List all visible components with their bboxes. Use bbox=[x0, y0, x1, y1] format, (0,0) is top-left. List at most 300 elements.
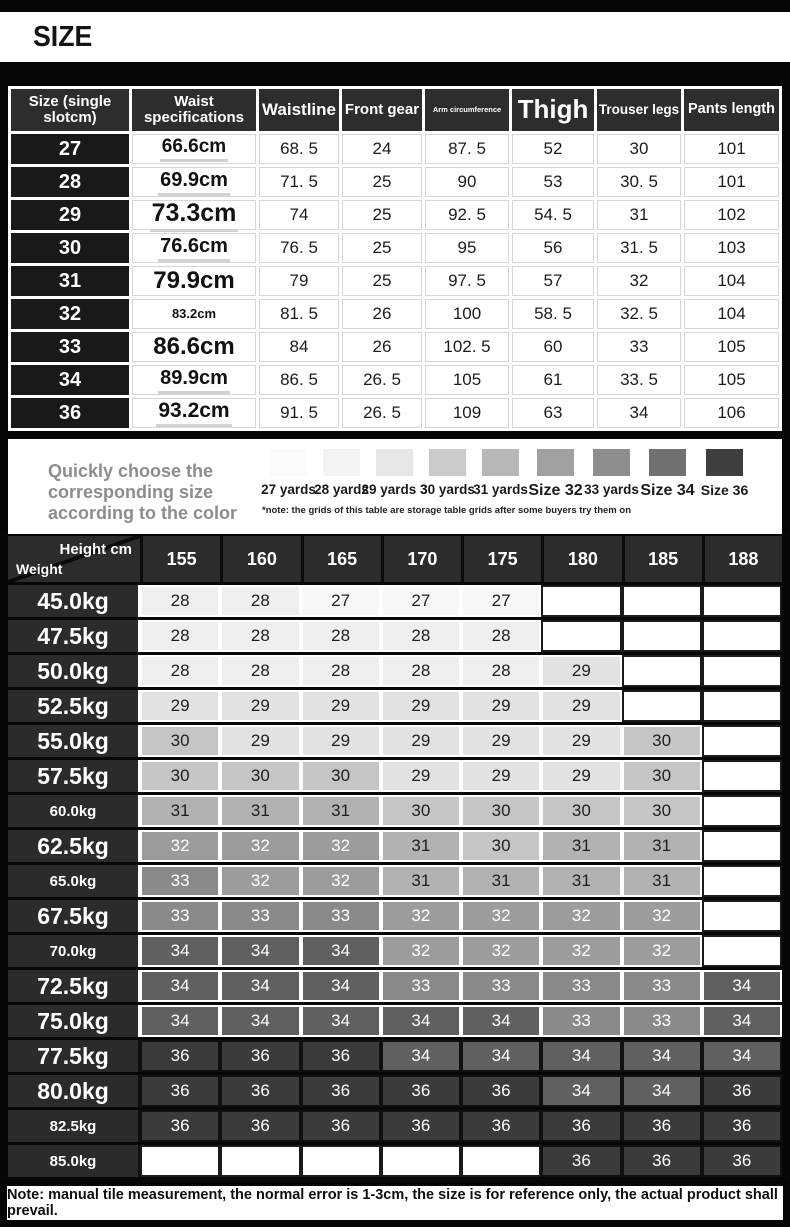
size-cell: 34 bbox=[11, 365, 129, 395]
fit-matrix bbox=[8, 536, 782, 1177]
matrix-cell bbox=[140, 1145, 220, 1177]
matrix-cell: 32 bbox=[220, 830, 300, 862]
weight-label-cell: 85.0kg bbox=[8, 1145, 140, 1177]
size-cell: 28 bbox=[11, 167, 129, 197]
legend-note: *note: the grids of this table are storage table grids after some buyers try them on bbox=[262, 505, 631, 516]
matrix-cell: 36 bbox=[220, 1075, 300, 1107]
weight-label-cell: 67.5kg bbox=[8, 900, 140, 932]
measurement-cell: 33 bbox=[597, 332, 681, 362]
matrix-cell: 28 bbox=[140, 585, 220, 617]
legend-color-swatch bbox=[270, 449, 307, 476]
legend-item bbox=[529, 449, 582, 500]
legend-heading bbox=[48, 449, 256, 526]
matrix-cell bbox=[622, 585, 702, 617]
measurement-cell: 25 bbox=[342, 200, 422, 230]
matrix-cell: 29 bbox=[461, 760, 541, 792]
matrix-row bbox=[8, 795, 782, 827]
measurement-cell: 54. 5 bbox=[512, 200, 594, 230]
legend-swatch-label: Size 36 bbox=[700, 482, 749, 498]
waist-spec-cell bbox=[132, 398, 256, 428]
measurement-cell: 30. 5 bbox=[597, 167, 681, 197]
matrix-row bbox=[8, 970, 782, 1002]
legend-swatch-label: 30 yards bbox=[420, 482, 475, 497]
height-header-cell: 175 bbox=[461, 536, 541, 582]
measurement-cell: 26 bbox=[342, 332, 422, 362]
measurement-cell: 32. 5 bbox=[597, 299, 681, 329]
matrix-cell: 28 bbox=[301, 620, 381, 652]
matrix-cell: 34 bbox=[541, 1075, 621, 1107]
measurement-cell: 86. 5 bbox=[259, 365, 339, 395]
size-cell: 32 bbox=[11, 299, 129, 329]
matrix-row bbox=[8, 1040, 782, 1072]
matrix-cell: 36 bbox=[702, 1145, 782, 1177]
matrix-cell: 36 bbox=[622, 1145, 702, 1177]
matrix-cell: 34 bbox=[702, 1040, 782, 1072]
legend-swatch-label: Size 34 bbox=[640, 482, 695, 499]
matrix-cell: 32 bbox=[622, 900, 702, 932]
matrix-cell: 36 bbox=[461, 1110, 541, 1142]
weight-label-cell: 82.5kg bbox=[8, 1110, 140, 1142]
matrix-cell bbox=[622, 690, 702, 722]
matrix-cell: 29 bbox=[381, 760, 461, 792]
size-cell: 30 bbox=[11, 233, 129, 263]
matrix-cell: 29 bbox=[140, 690, 220, 722]
matrix-cell: 27 bbox=[461, 585, 541, 617]
size-table bbox=[8, 86, 782, 431]
legend-swatch-label: 33 yards bbox=[584, 482, 639, 497]
matrix-cell: 34 bbox=[461, 1040, 541, 1072]
measurement-cell: 33. 5 bbox=[597, 365, 681, 395]
legend-item bbox=[585, 449, 638, 500]
size-table-row bbox=[11, 299, 779, 329]
legend-item bbox=[698, 449, 751, 500]
matrix-cell: 34 bbox=[220, 970, 300, 1002]
legend-item bbox=[474, 449, 527, 500]
matrix-cell: 31 bbox=[622, 830, 702, 862]
matrix-cell: 34 bbox=[140, 970, 220, 1002]
waist-spec-value: 83.2cm bbox=[171, 306, 217, 321]
measurement-cell: 105 bbox=[684, 332, 779, 362]
size-table-row bbox=[11, 266, 779, 296]
measurement-cell: 52 bbox=[512, 134, 594, 164]
legend-item bbox=[315, 449, 368, 500]
matrix-cell: 31 bbox=[301, 795, 381, 827]
measurement-cell: 61 bbox=[512, 365, 594, 395]
height-header-cell: 170 bbox=[381, 536, 461, 582]
matrix-cell: 33 bbox=[381, 970, 461, 1002]
matrix-cell: 33 bbox=[220, 900, 300, 932]
column-header: Trouser legs bbox=[597, 89, 681, 131]
size-table-row bbox=[11, 167, 779, 197]
legend-item bbox=[421, 449, 474, 500]
measurement-cell: 101 bbox=[684, 134, 779, 164]
matrix-cell: 29 bbox=[381, 690, 461, 722]
matrix-cell: 36 bbox=[541, 1145, 621, 1177]
matrix-cell: 30 bbox=[461, 795, 541, 827]
size-table-row bbox=[11, 332, 779, 362]
matrix-cell: 34 bbox=[140, 1005, 220, 1037]
matrix-cell: 34 bbox=[381, 1005, 461, 1037]
footer-section bbox=[0, 1182, 790, 1227]
matrix-cell: 36 bbox=[301, 1075, 381, 1107]
weight-label-cell: 75.0kg bbox=[8, 1005, 140, 1037]
matrix-cell: 36 bbox=[220, 1040, 300, 1072]
matrix-cell: 32 bbox=[220, 865, 300, 897]
matrix-cell: 36 bbox=[702, 1110, 782, 1142]
waist-spec-value: 66.6cm bbox=[160, 136, 228, 162]
legend-body bbox=[256, 449, 782, 526]
matrix-cell: 31 bbox=[461, 865, 541, 897]
measurement-cell: 34 bbox=[597, 398, 681, 428]
matrix-cell: 36 bbox=[622, 1110, 702, 1142]
column-header: Size (single slotcm) bbox=[11, 89, 129, 131]
matrix-cell: 29 bbox=[461, 690, 541, 722]
matrix-row bbox=[8, 1005, 782, 1037]
measurement-cell: 68. 5 bbox=[259, 134, 339, 164]
matrix-cell: 32 bbox=[140, 830, 220, 862]
measurement-cell: 105 bbox=[425, 365, 509, 395]
measurement-cell: 97. 5 bbox=[425, 266, 509, 296]
matrix-row bbox=[8, 1075, 782, 1107]
matrix-cell bbox=[461, 1145, 541, 1177]
matrix-cell: 30 bbox=[381, 795, 461, 827]
matrix-cell: 32 bbox=[541, 935, 621, 967]
measurement-cell: 104 bbox=[684, 299, 779, 329]
matrix-cell bbox=[702, 865, 782, 897]
matrix-cell: 33 bbox=[622, 1005, 702, 1037]
matrix-cell: 28 bbox=[220, 585, 300, 617]
corner-weight-label: Weight bbox=[16, 561, 63, 577]
height-header-cell: 188 bbox=[702, 536, 782, 582]
waist-spec-cell bbox=[132, 200, 256, 230]
size-cell: 31 bbox=[11, 266, 129, 296]
matrix-cell: 29 bbox=[220, 725, 300, 757]
height-header-cell: 180 bbox=[541, 536, 621, 582]
weight-label-cell: 55.0kg bbox=[8, 725, 140, 757]
matrix-cell: 36 bbox=[301, 1040, 381, 1072]
matrix-cell: 29 bbox=[541, 760, 621, 792]
matrix-cell: 27 bbox=[301, 585, 381, 617]
matrix-cell: 28 bbox=[140, 620, 220, 652]
legend-color-swatch bbox=[376, 449, 413, 476]
matrix-cell: 32 bbox=[381, 935, 461, 967]
measurement-cell: 105 bbox=[684, 365, 779, 395]
column-header: Thigh bbox=[512, 89, 594, 131]
weight-label-cell: 47.5kg bbox=[8, 620, 140, 652]
matrix-cell: 33 bbox=[541, 1005, 621, 1037]
matrix-row bbox=[8, 725, 782, 757]
legend-swatch-label: 27 yards bbox=[261, 482, 316, 497]
size-cell: 29 bbox=[11, 200, 129, 230]
matrix-header-row bbox=[8, 536, 782, 582]
matrix-cell: 36 bbox=[381, 1110, 461, 1142]
legend-color-swatch bbox=[537, 449, 574, 476]
matrix-cell: 28 bbox=[461, 655, 541, 687]
footer-note-bar bbox=[7, 1186, 783, 1220]
weight-label-cell: 80.0kg bbox=[8, 1075, 140, 1107]
measurement-cell: 30 bbox=[597, 134, 681, 164]
matrix-cell: 32 bbox=[301, 830, 381, 862]
measurement-cell: 84 bbox=[259, 332, 339, 362]
matrix-cell bbox=[702, 900, 782, 932]
measurement-cell: 71. 5 bbox=[259, 167, 339, 197]
matrix-cell bbox=[702, 725, 782, 757]
matrix-cell: 33 bbox=[140, 900, 220, 932]
size-cell: 36 bbox=[11, 398, 129, 428]
measurement-cell: 106 bbox=[684, 398, 779, 428]
matrix-cell: 30 bbox=[140, 725, 220, 757]
matrix-cell: 30 bbox=[622, 760, 702, 792]
size-table-header-row bbox=[11, 89, 779, 131]
matrix-row bbox=[8, 865, 782, 897]
measurement-cell: 60 bbox=[512, 332, 594, 362]
waist-spec-value: 76.6cm bbox=[158, 235, 230, 262]
column-header: Waistline bbox=[259, 89, 339, 131]
legend-swatch-label: 31 yards bbox=[473, 482, 528, 497]
matrix-cell: 27 bbox=[381, 585, 461, 617]
matrix-cell bbox=[702, 655, 782, 687]
matrix-cell: 28 bbox=[381, 655, 461, 687]
measurement-cell: 76. 5 bbox=[259, 233, 339, 263]
waist-spec-cell bbox=[132, 266, 256, 296]
measurement-cell: 81. 5 bbox=[259, 299, 339, 329]
size-table-row bbox=[11, 200, 779, 230]
matrix-row bbox=[8, 760, 782, 792]
matrix-cell: 30 bbox=[140, 760, 220, 792]
matrix-row bbox=[8, 620, 782, 652]
measurement-cell: 74 bbox=[259, 200, 339, 230]
measurement-cell: 102 bbox=[684, 200, 779, 230]
measurement-cell: 25 bbox=[342, 266, 422, 296]
matrix-row bbox=[8, 690, 782, 722]
matrix-cell: 28 bbox=[220, 620, 300, 652]
measurement-cell: 32 bbox=[597, 266, 681, 296]
matrix-cell: 31 bbox=[220, 795, 300, 827]
measurement-cell: 104 bbox=[684, 266, 779, 296]
measurement-cell: 91. 5 bbox=[259, 398, 339, 428]
legend-color-swatch bbox=[482, 449, 519, 476]
waist-spec-cell bbox=[132, 134, 256, 164]
waist-spec-cell bbox=[132, 167, 256, 197]
measurement-cell: 102. 5 bbox=[425, 332, 509, 362]
measurement-cell: 25 bbox=[342, 167, 422, 197]
matrix-cell bbox=[622, 655, 702, 687]
matrix-cell: 29 bbox=[220, 690, 300, 722]
measurement-cell: 31 bbox=[597, 200, 681, 230]
waist-spec-value: 93.2cm bbox=[156, 399, 231, 427]
matrix-cell: 34 bbox=[541, 1040, 621, 1072]
size-table-section bbox=[0, 62, 790, 439]
matrix-cell bbox=[541, 620, 621, 652]
matrix-row bbox=[8, 1145, 782, 1177]
measurement-cell: 95 bbox=[425, 233, 509, 263]
matrix-cell bbox=[220, 1145, 300, 1177]
legend-color-swatch bbox=[649, 449, 686, 476]
measurement-cell: 87. 5 bbox=[425, 134, 509, 164]
matrix-cell: 30 bbox=[220, 760, 300, 792]
matrix-cell: 30 bbox=[622, 795, 702, 827]
matrix-cell: 34 bbox=[301, 1005, 381, 1037]
column-header: Front gear bbox=[342, 89, 422, 131]
column-header: Pants length bbox=[684, 89, 779, 131]
matrix-cell: 34 bbox=[220, 935, 300, 967]
legend-heading-line: according to the color bbox=[48, 502, 238, 523]
waist-spec-value: 79.9cm bbox=[153, 266, 235, 294]
matrix-cell: 36 bbox=[140, 1110, 220, 1142]
weight-label-cell: 57.5kg bbox=[8, 760, 140, 792]
measurement-cell: 103 bbox=[684, 233, 779, 263]
weight-label-cell: 50.0kg bbox=[8, 655, 140, 687]
waist-spec-value: 86.6cm bbox=[153, 332, 235, 360]
matrix-row bbox=[8, 1110, 782, 1142]
measurement-cell: 25 bbox=[342, 233, 422, 263]
weight-label-cell: 52.5kg bbox=[8, 690, 140, 722]
matrix-cell: 34 bbox=[622, 1040, 702, 1072]
weight-label-cell: 62.5kg bbox=[8, 830, 140, 862]
matrix-cell: 36 bbox=[381, 1075, 461, 1107]
matrix-cell bbox=[301, 1145, 381, 1177]
size-table-row bbox=[11, 233, 779, 263]
matrix-cell: 31 bbox=[140, 795, 220, 827]
matrix-row bbox=[8, 655, 782, 687]
legend-color-swatch bbox=[593, 449, 630, 476]
measurement-cell: 53 bbox=[512, 167, 594, 197]
matrix-cell: 33 bbox=[461, 970, 541, 1002]
matrix-cell: 34 bbox=[702, 1005, 782, 1037]
legend-item bbox=[262, 449, 315, 500]
matrix-cell: 34 bbox=[461, 1005, 541, 1037]
measurement-cell: 57 bbox=[512, 266, 594, 296]
matrix-cell: 36 bbox=[541, 1110, 621, 1142]
matrix-cell: 32 bbox=[461, 900, 541, 932]
size-table-row bbox=[11, 398, 779, 428]
matrix-cell: 31 bbox=[541, 865, 621, 897]
matrix-cell: 36 bbox=[140, 1075, 220, 1107]
matrix-cell: 32 bbox=[461, 935, 541, 967]
matrix-cell bbox=[702, 935, 782, 967]
legend-section bbox=[0, 439, 790, 534]
waist-spec-cell bbox=[132, 365, 256, 395]
measurement-cell: 79 bbox=[259, 266, 339, 296]
measurement-cell: 31. 5 bbox=[597, 233, 681, 263]
matrix-cell: 31 bbox=[381, 865, 461, 897]
weight-label-cell: 72.5kg bbox=[8, 970, 140, 1002]
size-table-row bbox=[11, 134, 779, 164]
legend-item bbox=[641, 449, 694, 500]
matrix-cell bbox=[702, 760, 782, 792]
matrix-cell: 32 bbox=[301, 865, 381, 897]
matrix-cell: 36 bbox=[301, 1110, 381, 1142]
top-divider-bar bbox=[0, 0, 790, 12]
waist-spec-cell bbox=[132, 332, 256, 362]
matrix-cell: 28 bbox=[301, 655, 381, 687]
height-header-cell: 185 bbox=[622, 536, 702, 582]
legend-heading-line: corresponding size bbox=[48, 481, 214, 502]
matrix-cell: 29 bbox=[301, 725, 381, 757]
matrix-cell: 34 bbox=[301, 970, 381, 1002]
measurement-cell: 63 bbox=[512, 398, 594, 428]
matrix-cell: 34 bbox=[381, 1040, 461, 1072]
matrix-cell: 29 bbox=[541, 655, 621, 687]
matrix-cell: 36 bbox=[140, 1040, 220, 1072]
matrix-cell: 31 bbox=[622, 865, 702, 897]
matrix-cell: 29 bbox=[301, 690, 381, 722]
matrix-cell: 34 bbox=[140, 935, 220, 967]
matrix-cell bbox=[622, 620, 702, 652]
legend-heading-line: Quickly choose the bbox=[48, 461, 214, 481]
matrix-cell: 33 bbox=[622, 970, 702, 1002]
legend-swatches bbox=[262, 449, 782, 500]
waist-spec-cell bbox=[132, 299, 256, 329]
legend-color-swatch bbox=[429, 449, 466, 476]
measurement-cell: 24 bbox=[342, 134, 422, 164]
matrix-cell: 34 bbox=[220, 1005, 300, 1037]
weight-label-cell: 70.0kg bbox=[8, 935, 140, 967]
column-header: Waist specifications bbox=[132, 89, 256, 131]
matrix-cell: 33 bbox=[140, 865, 220, 897]
matrix-cell: 30 bbox=[301, 760, 381, 792]
measurement-cell: 26. 5 bbox=[342, 398, 422, 428]
matrix-cell: 33 bbox=[301, 900, 381, 932]
matrix-cell bbox=[541, 585, 621, 617]
matrix-cell: 31 bbox=[381, 830, 461, 862]
measurement-cell: 92. 5 bbox=[425, 200, 509, 230]
matrix-cell: 34 bbox=[622, 1075, 702, 1107]
matrix-cell: 32 bbox=[541, 900, 621, 932]
matrix-cell bbox=[702, 690, 782, 722]
matrix-cell: 28 bbox=[220, 655, 300, 687]
matrix-cell: 36 bbox=[220, 1110, 300, 1142]
matrix-cell: 30 bbox=[622, 725, 702, 757]
matrix-cell: 31 bbox=[541, 830, 621, 862]
legend-swatch-label: Size 32 bbox=[528, 482, 583, 499]
matrix-cell: 34 bbox=[702, 970, 782, 1002]
matrix-cell: 29 bbox=[461, 725, 541, 757]
weight-label-cell: 77.5kg bbox=[8, 1040, 140, 1072]
waist-spec-cell bbox=[132, 233, 256, 263]
matrix-corner-cell bbox=[8, 536, 140, 582]
page-title: SIZE bbox=[33, 20, 93, 53]
measurement-cell: 109 bbox=[425, 398, 509, 428]
matrix-cell bbox=[702, 585, 782, 617]
matrix-cell: 33 bbox=[541, 970, 621, 1002]
corner-height-label: Height cm bbox=[59, 541, 132, 558]
matrix-cell: 36 bbox=[702, 1075, 782, 1107]
matrix-cell: 32 bbox=[622, 935, 702, 967]
size-cell: 33 bbox=[11, 332, 129, 362]
legend-swatch-label: 29 yards 3 bbox=[361, 482, 428, 497]
measurement-cell: 26 bbox=[342, 299, 422, 329]
size-table-row bbox=[11, 365, 779, 395]
measurement-cell: 100 bbox=[425, 299, 509, 329]
weight-label-cell: 60.0kg bbox=[8, 795, 140, 827]
matrix-cell: 29 bbox=[381, 725, 461, 757]
matrix-cell bbox=[702, 620, 782, 652]
measurement-cell: 26. 5 bbox=[342, 365, 422, 395]
measurement-cell: 90 bbox=[425, 167, 509, 197]
fit-matrix-section bbox=[0, 534, 790, 1182]
legend-color-swatch bbox=[323, 449, 360, 476]
column-header: Arm circumference bbox=[425, 89, 509, 131]
matrix-cell: 29 bbox=[541, 690, 621, 722]
measurement-cell: 58. 5 bbox=[512, 299, 594, 329]
matrix-cell bbox=[381, 1145, 461, 1177]
matrix-cell bbox=[702, 795, 782, 827]
legend-swatch-label: 28 yards bbox=[314, 482, 369, 497]
height-header-cell: 165 bbox=[301, 536, 381, 582]
measurement-cell: 101 bbox=[684, 167, 779, 197]
weight-label-cell: 65.0kg bbox=[8, 865, 140, 897]
